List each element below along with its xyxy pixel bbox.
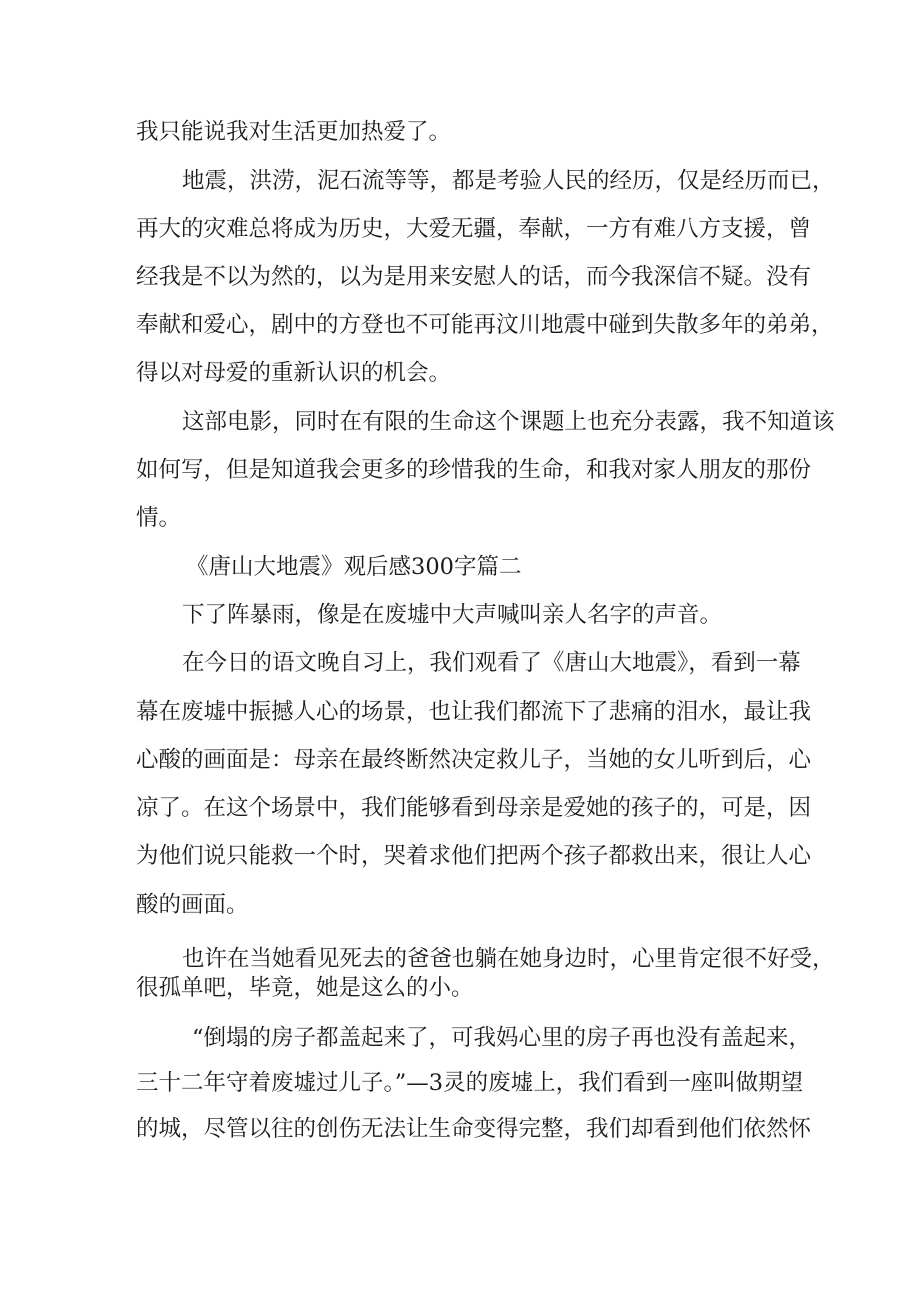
text-line: 地震，洪涝，泥石流等等，都是考验人民的经历，仅是经历而已，: [182, 168, 835, 194]
text-line: 下了阵暴雨，像是在废墟中大声喊叫亲人名字的声音。: [182, 602, 723, 628]
text-line: 在今日的语文晚自习上，我们观看了《唐山大地震》，看到一幕: [182, 650, 801, 676]
text-line: 凉了。在这个场景中，我们能够看到母亲是爱她的孩子的，可是，因: [136, 795, 812, 821]
text-line: 再大的灾难总将成为历史，大爱无疆，奉献，一方有难八方支援，曾: [136, 216, 812, 242]
text-line: “倒塌的房子都盖起来了，可我妈心里的房子再也没有盖起来，: [192, 1025, 812, 1051]
text-line: 如何写，但是知道我会更多的珍惜我的生命，和我对家人朋友的那份: [136, 457, 812, 483]
text-line: 幕在废墟中振撼人心的场景，也让我们都流下了悲痛的泪水，最让我: [136, 699, 812, 725]
text-line: 这部电影，同时在有限的生命这个课题上也充分表露，我不知道该: [182, 409, 835, 435]
text-line: 情。: [136, 505, 182, 531]
text-line: 心酸的画面是：母亲在最终断然决定救儿子，当她的女儿听到后，心: [136, 747, 812, 773]
text-line: 的城，尽管以往的创伤无法让生命变得完整，我们却看到他们依然怀: [136, 1116, 812, 1142]
text-line: 我只能说我对生活更加热爱了。: [136, 119, 452, 145]
text-line: 很孤单吧，毕竟，她是这么的小。: [136, 975, 474, 1001]
text-line: 酸的画面。: [136, 892, 249, 918]
text-line: 经我是不以为然的，以为是用来安慰人的话，而今我深信不疑。没有: [136, 264, 812, 290]
text-line: 三十二年守着废墟过儿子。”—3灵的废墟上，我们看到一座叫做期望: [136, 1070, 804, 1096]
text-line: 得以对母爱的重新认识的机会。: [136, 360, 452, 386]
text-line: 为他们说只能救一个时，哭着求他们把两个孩子都救出来，很让人心: [136, 843, 812, 869]
text-line: 也许在当她看见死去的爸爸也躺在她身边时，心里肯定很不好受，: [182, 946, 835, 972]
text-line: 奉献和爱心，剧中的方登也不可能再汶川地震中碰到失散多年的弟弟，: [136, 312, 834, 338]
section-heading: 《唐山大地震》观后感300字篇二: [186, 554, 522, 580]
